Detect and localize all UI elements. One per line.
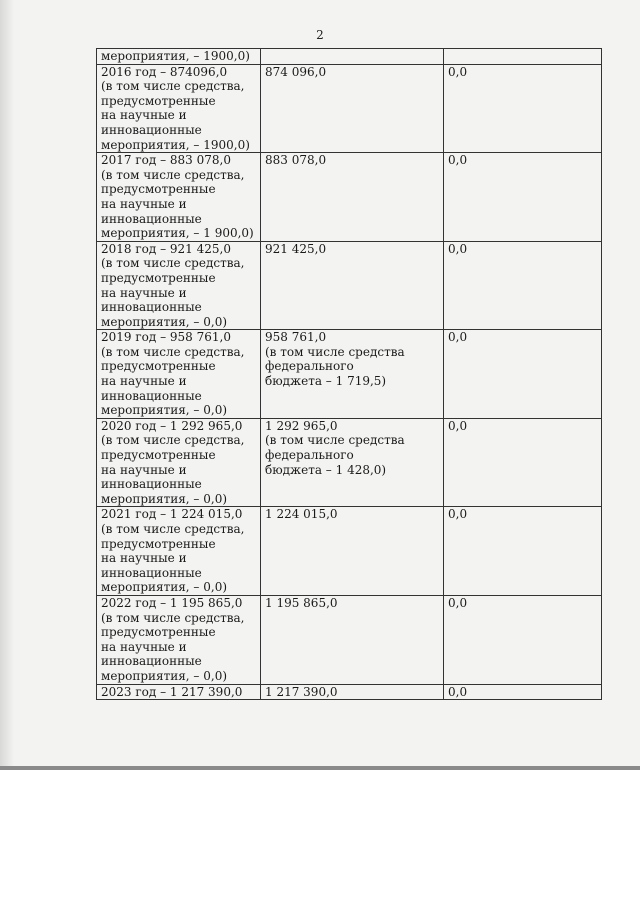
table-row (97, 418, 602, 507)
year-total-line: инновационные (101, 565, 202, 580)
table-row (97, 241, 602, 330)
year-total-line: (в том числе средства, (101, 344, 245, 359)
year-total-line: мероприятия, – 0,0) (101, 491, 228, 506)
year-total-line: (в том числе средства, (101, 167, 245, 182)
table-row (97, 64, 602, 153)
regional-budget-line: федерального (265, 359, 354, 374)
other-sources-cell: 0,0 (444, 153, 602, 242)
year-total-line: на научные и (101, 462, 187, 477)
other-sources-cell: 0,0 (444, 507, 602, 596)
year-total-line: 2017 год – 883 078,0 (101, 153, 231, 168)
year-total-line: предусмотренные (101, 270, 216, 285)
year-total-line: 2016 год – 874096,0 (101, 64, 228, 79)
year-total-line: мероприятия, – 0,0) (101, 314, 228, 329)
regional-budget-line: 874 096,0 (265, 64, 327, 79)
year-total-cell (97, 595, 261, 684)
year-total-cell (97, 684, 261, 700)
year-total-line: (в том числе средства, (101, 256, 245, 271)
year-total-line: мероприятия, – 0,0) (101, 403, 228, 418)
year-total-line: на научные и (101, 639, 187, 654)
year-total-line: инновационные (101, 300, 202, 315)
regional-budget-cell (261, 153, 444, 242)
year-total-line: 2021 год – 1 224 015,0 (101, 507, 243, 522)
regional-budget-line: 921 425,0 (265, 241, 327, 256)
regional-budget-cell (261, 330, 444, 419)
year-total-line: (в том числе средства, (101, 79, 245, 94)
regional-budget-cell (261, 507, 444, 596)
regional-budget-cell (261, 418, 444, 507)
year-total-cell (97, 418, 261, 507)
table-row (97, 49, 602, 65)
year-total-line: предусмотренные (101, 93, 216, 108)
year-total-line: на научные и (101, 551, 187, 566)
other-sources-cell: 0,0 (444, 684, 602, 700)
year-total-line: (в том числе средства, (101, 610, 245, 625)
regional-budget-line: 1 292 965,0 (265, 418, 338, 433)
funding-table (96, 48, 602, 700)
regional-budget-line: 1 224 015,0 (265, 507, 338, 522)
year-total-cell (97, 507, 261, 596)
other-sources-cell: 0,0 (444, 595, 602, 684)
year-total-line: 2018 год – 921 425,0 (101, 241, 231, 256)
table-row (97, 595, 602, 684)
year-total-line: мероприятия, – 1900,0) (101, 137, 250, 152)
year-total-cell (97, 153, 261, 242)
regional-budget-line: (в том числе средства (265, 433, 405, 448)
other-sources-cell: 0,0 (444, 241, 602, 330)
year-total-line: 2020 год – 1 292 965,0 (101, 418, 243, 433)
year-total-cell (97, 241, 261, 330)
table-row (97, 684, 602, 700)
year-total-line: (в том числе средства, (101, 433, 245, 448)
page-number: 2 (316, 28, 324, 42)
other-sources-cell: 0,0 (444, 64, 602, 153)
year-total-line: мероприятия, – 0,0) (101, 580, 228, 595)
table-row (97, 330, 602, 419)
year-total-cell (97, 64, 261, 153)
regional-budget-cell (261, 241, 444, 330)
year-total-line: предусмотренные (101, 182, 216, 197)
regional-budget-line: 1 217 390,0 (265, 684, 338, 699)
year-total-line: предусмотренные (101, 536, 216, 551)
year-total-line: на научные и (101, 374, 187, 389)
year-total-line: мероприятия, – 0,0) (101, 668, 228, 683)
year-total-line: на научные и (101, 108, 187, 123)
year-total-line: предусмотренные (101, 625, 216, 640)
regional-budget-line: 1 195 865,0 (265, 595, 338, 610)
year-total-line: инновационные (101, 477, 202, 492)
table-row (97, 507, 602, 596)
other-sources-cell: 0,0 (444, 330, 602, 419)
funding-table-body (97, 49, 602, 700)
regional-budget-cell (261, 49, 444, 65)
other-sources-cell: 0,0 (444, 418, 602, 507)
regional-budget-cell (261, 595, 444, 684)
year-total-line: 2022 год – 1 195 865,0 (101, 595, 243, 610)
year-total-cell (97, 49, 261, 65)
year-total-line: 2023 год – 1 217 390,0 (101, 684, 243, 699)
year-total-line: предусмотренные (101, 448, 216, 463)
regional-budget-line: 958 761,0 (265, 330, 327, 345)
table-row (97, 153, 602, 242)
regional-budget-line: бюджета – 1 428,0) (265, 462, 387, 477)
regional-budget-line: бюджета – 1 719,5) (265, 374, 387, 389)
regional-budget-line: 883 078,0 (265, 153, 327, 168)
year-total-line: инновационные (101, 388, 202, 403)
year-total-line: инновационные (101, 122, 202, 137)
year-total-line: на научные и (101, 196, 187, 211)
year-total-line: мероприятия, – 1 900,0) (101, 226, 254, 241)
year-total-line: на научные и (101, 285, 187, 300)
year-total-cell (97, 330, 261, 419)
regional-budget-line: (в том числе средства (265, 344, 405, 359)
year-total-line: инновационные (101, 654, 202, 669)
other-sources-cell (444, 49, 602, 65)
regional-budget-line: федерального (265, 448, 354, 463)
year-total-line: инновационные (101, 211, 202, 226)
year-total-line: 2019 год – 958 761,0 (101, 330, 231, 345)
year-total-line: мероприятия, – 1900,0) (101, 49, 250, 63)
regional-budget-cell (261, 64, 444, 153)
year-total-line: (в том числе средства, (101, 522, 245, 536)
regional-budget-cell (261, 684, 444, 700)
year-total-line: предусмотренные (101, 359, 216, 374)
